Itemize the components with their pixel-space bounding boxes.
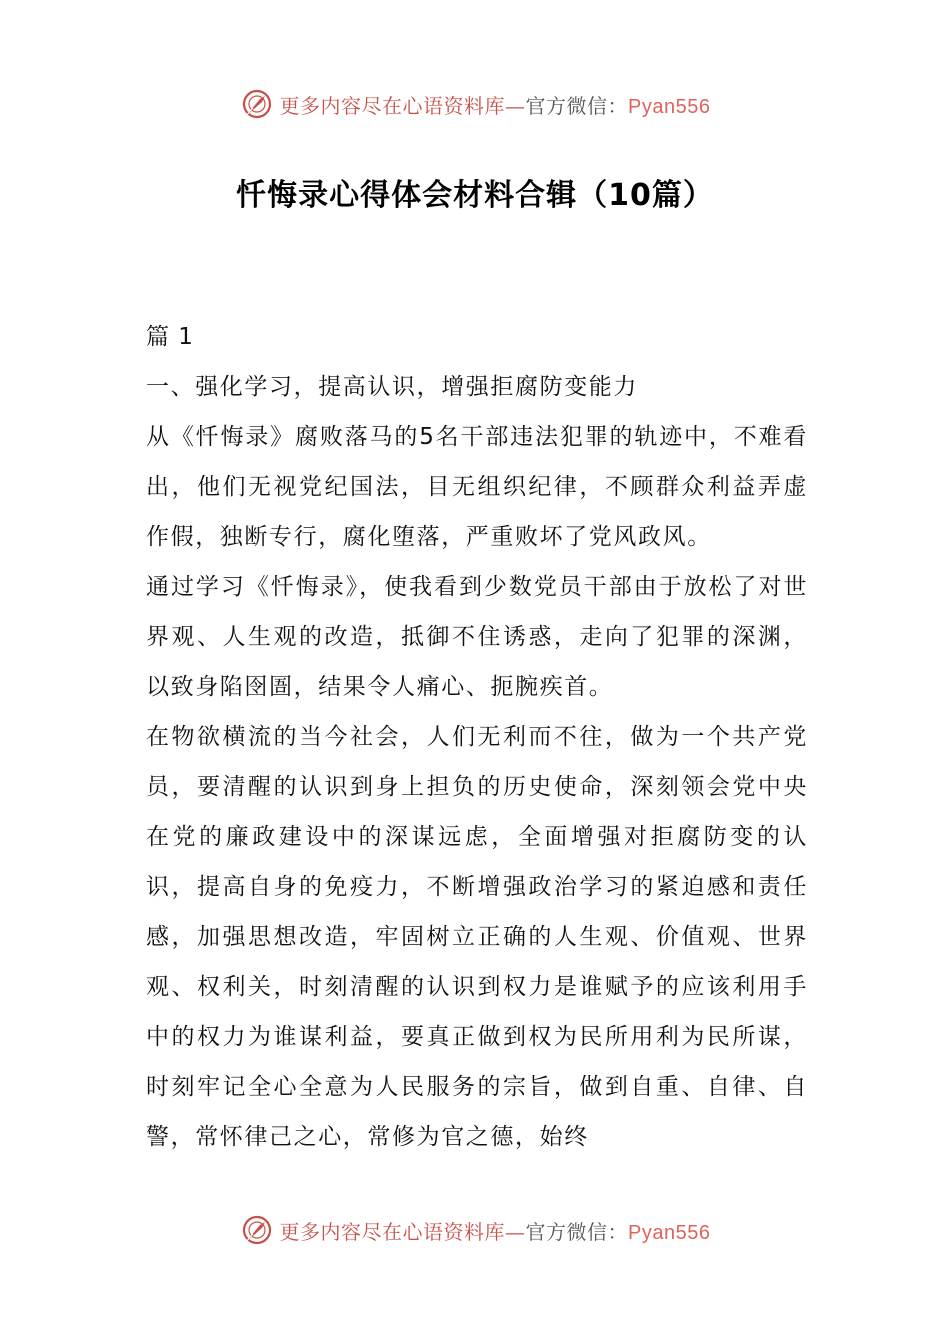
body-paragraph: 从《忏悔录》腐败落马的5名干部违法犯罪的轨迹中，不难看出，他们无视党纪国法，目无组织纪律，不顾群众利益弄虚作假，独断专行，腐化堕落，严重败坏了党风政风。 [146, 424, 808, 550]
pen-nib-circle-icon [240, 1213, 274, 1247]
footer-banner [0, 1208, 950, 1252]
document-title: 忏悔录心得体会材料合辑（10篇） [236, 178, 714, 213]
banner-wechat-id: Pyan556 [628, 95, 711, 118]
body-paragraph: 通过学习《忏悔录》，使我看到少数党员干部由于放松了对世界观、人生观的改造，抵御不住诱惑，走向了犯罪的深渊，以致身陷囹圄，结果令人痛心、扼腕疾首。 [146, 574, 808, 700]
header-banner [0, 82, 950, 126]
banner-official-label: 官方微信： [525, 1219, 629, 1244]
banner-dash: — [505, 1219, 526, 1244]
banner-main-text: 更多内容尽在心语资料库 [279, 1219, 506, 1244]
document-body [146, 312, 808, 1162]
banner-dash: — [505, 93, 526, 118]
banner-main-text: 更多内容尽在心语资料库 [279, 93, 506, 118]
section-label: 篇 1 [146, 324, 194, 350]
body-paragraph: 在物欲横流的当今社会，人们无利而不往，做为一个共产党员，要清醒的认识到身上担负的历史使命，深刻领会党中央在党的廉政建设中的深谋远虑，全面增强对拒腐防变的认识，提高自身的免疫力，不断增强政治学习的紧迫感和责任感，加强思想改造，牢固树立正确的人生观、价值观、世界观、权利关，时刻清醒的认识到权力是谁赋予的应该利用手中的权力为谁谋利益，要真正做到权为民所用利为民所谋，时刻牢记全心全意为人民服务的宗旨，做到自重、自律、自警，常怀律己之心，常修为官之德，始终 [146, 724, 808, 1150]
banner-wechat-id: Pyan556 [628, 1221, 711, 1244]
pen-nib-circle-icon [240, 87, 274, 121]
section-heading: 一、强化学习，提高认识，增强拒腐防变能力 [146, 374, 638, 400]
banner-text [280, 90, 711, 119]
banner-official-label: 官方微信： [525, 93, 629, 118]
banner-text [280, 1216, 711, 1245]
